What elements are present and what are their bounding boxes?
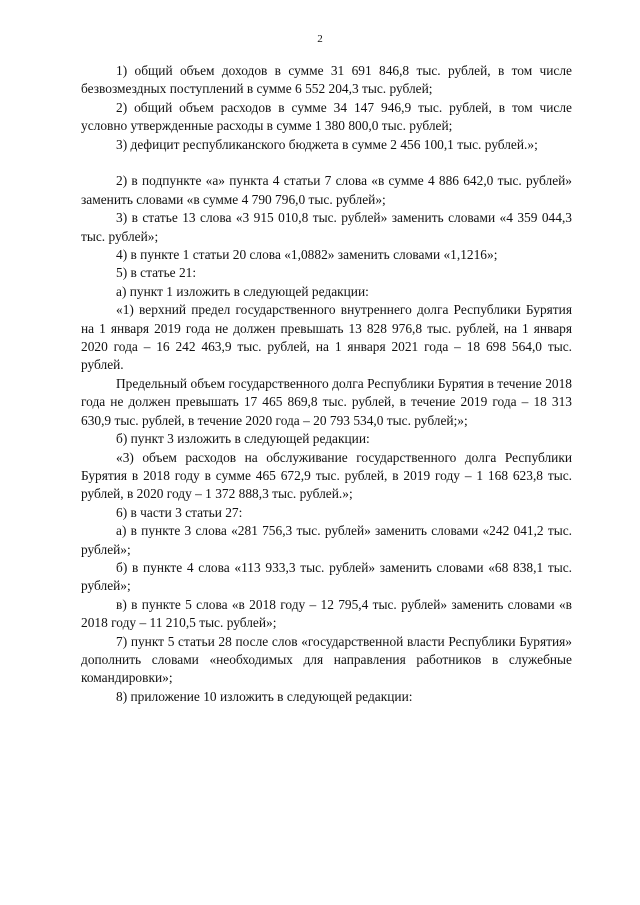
paragraph-total-revenue: 1) общий объем доходов в сумме 31 691 846,8 тыс. рублей, в том числе безвозмездных поступлений в сумме 6 552 204,3 тыс. рублей;	[81, 63, 572, 97]
paragraph-article-27-point-4: б) в пункте 4 слова «113 933,3 тыс. рублей» заменить словами «68 838,1 тыс. рублей»;	[81, 559, 572, 594]
paragraph-debt-service-expenses: «3) объем расходов на обслуживание государственного долга Республики Бурятия в 2018 году в сумме 465 672,9 тыс. рублей, в 2019 году – 1 168 623,8 тыс. рублей, в 2020 году – 1 372 888,3 тыс. рублей.»;	[81, 449, 572, 502]
paragraph-article-7: 2) в подпункте «а» пункта 4 статьи 7 слова «в сумме 4 886 642,0 тыс. рублей» заменить словами «в сумме 4 790 796,0 тыс. рублей»;	[81, 173, 572, 207]
paragraph-debt-maximum-volume: Предельный объем государственного долга Республики Бурятия в течение 2018 года не должен превышать 17 465 869,8 тыс. рублей, в течение 2019 года – 18 313 630,9 тыс. рублей, в течение 2020 года – 20 793 534,0 тыс. рублей;»;	[81, 375, 572, 428]
document-body	[81, 62, 572, 706]
paragraph-article-21: 5) в статье 21:	[116, 265, 197, 281]
paragraph-total-expenditure: 2) общий объем расходов в сумме 34 147 946,9 тыс. рублей, в том числе условно утвержденные расходы в сумме 1 380 800,0 тыс. рублей;	[81, 99, 572, 134]
paragraph-article-21-point-1-intro: а) пункт 1 изложить в следующей редакции:	[116, 283, 369, 299]
paragraph-debt-upper-limit: «1) верхний предел государственного внутреннего долга Республики Бурятия на 1 января 2019 года не должен превышать 13 828 976,8 тыс. рублей, на 1 января 2020 года – 16 242 463,9 тыс. рублей, на 1 января 2021 года – 18 698 564,0 тыс. рублей.	[81, 302, 572, 373]
paragraph-budget-deficit: 3) дефицит республиканского бюджета в сумме 2 456 100,1 тыс. рублей.»;	[116, 136, 538, 152]
paragraph-article-21-point-3-intro: б) пункт 3 изложить в следующей редакции:	[116, 431, 370, 447]
paragraph-article-13: 3) в статье 13 слова «3 915 010,8 тыс. рублей» заменить словами «4 359 044,3 тыс. рублей»;	[81, 210, 572, 244]
paragraph-article-27-point-3: а) в пункте 3 слова «281 756,3 тыс. рублей» заменить словами «242 041,2 тыс. рублей»;	[81, 523, 572, 557]
paragraph-article-20: 4) в пункте 1 статьи 20 слова «1,0882» заменить словами «1,1216»;	[116, 247, 498, 263]
paragraph-article-28: 7) пункт 5 статьи 28 после слов «государственной власти Республики Бурятия» дополнить словами «необходимых для направления работников в служебные командировки»;	[81, 633, 572, 686]
paragraph-appendix-10: 8) приложение 10 изложить в следующей редакции:	[116, 688, 413, 704]
paragraph-article-27-point-5: в) в пункте 5 слова «в 2018 году – 12 795,4 тыс. рублей» заменить словами «в 2018 году – 11 210,5 тыс. рублей»;	[81, 596, 572, 631]
page-number: 2	[317, 33, 323, 45]
paragraph-spacer	[81, 154, 572, 172]
paragraph-article-27: 6) в части 3 статьи 27:	[116, 504, 243, 520]
